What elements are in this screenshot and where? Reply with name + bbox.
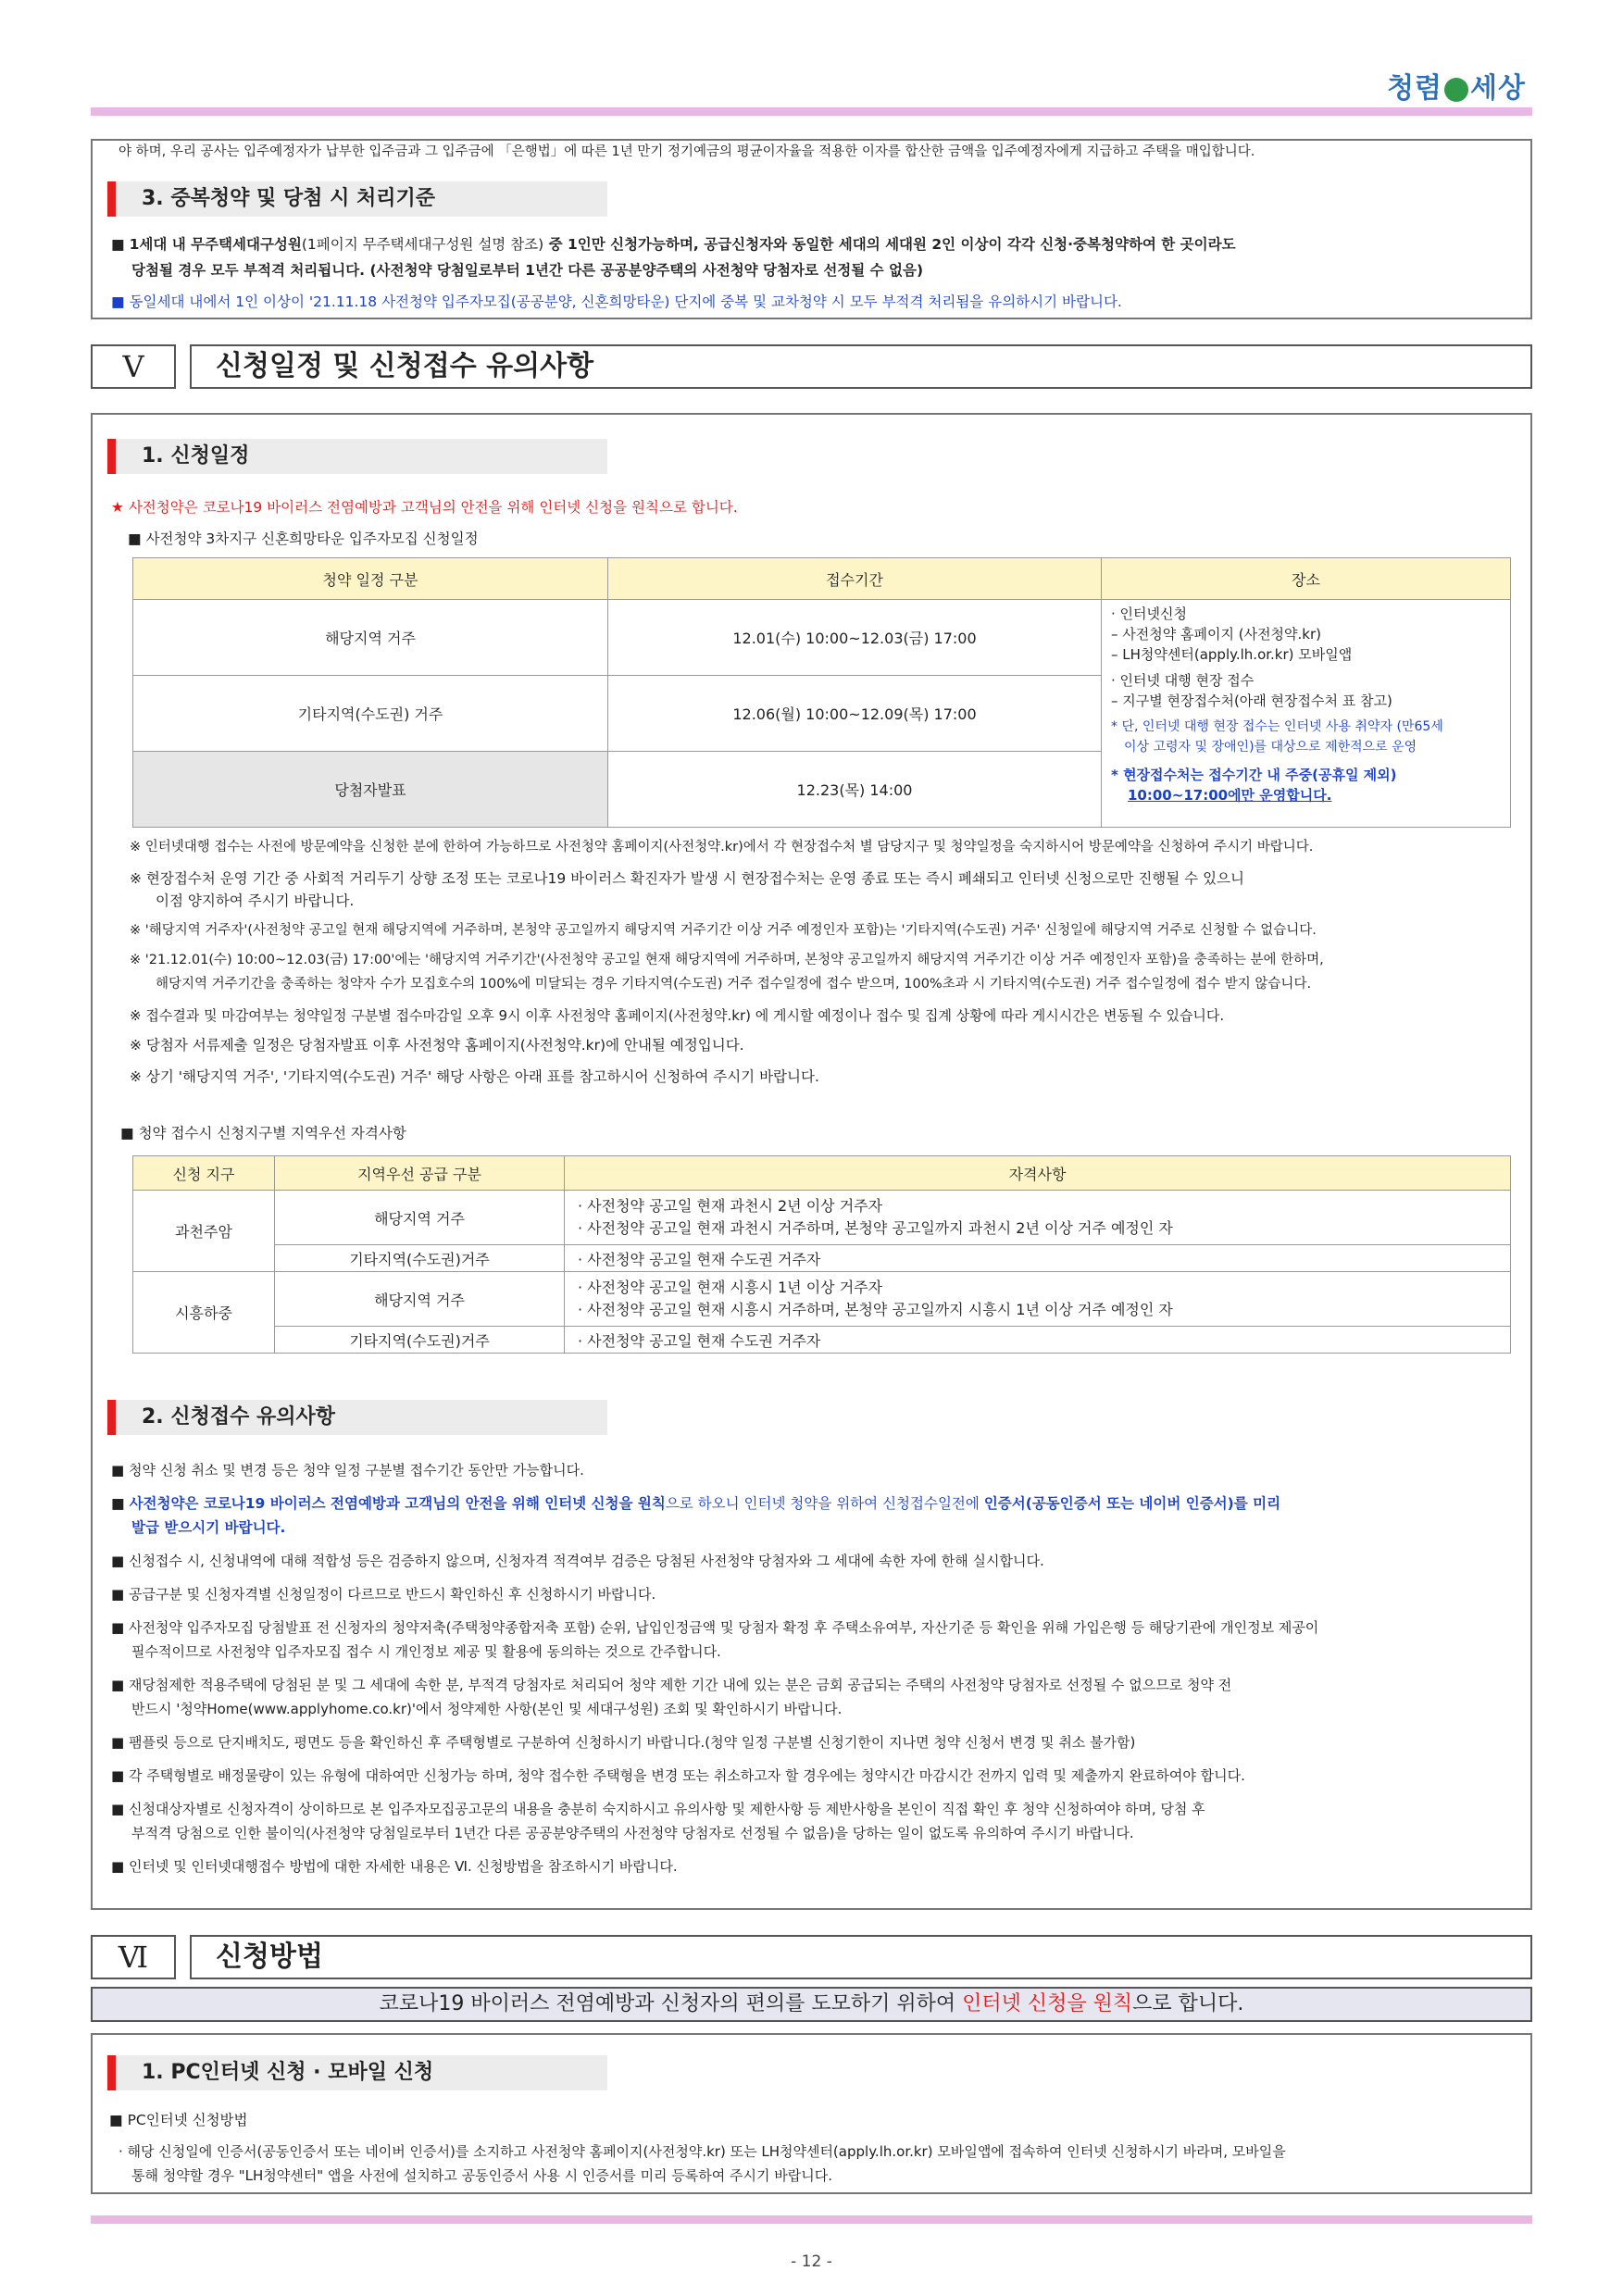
caution-cont: 필수적이므로 사전청약 입주자모집 접수 시 개인정보 제공 및 활용에 동의하는 것으로 간주합니다.: [131, 1643, 721, 1660]
note: ※ '21.12.01(수) 10:00~12.03(금) 17:00'에는 '해당지역 거주기간'(사전청약 공고일 현재 해당지역에 거주하며, 본청약 공고일까지 해당지역 거주기간 이상 거주 예정인자 포함)을 충족하는 분에 한하며,: [130, 953, 1324, 967]
caution: ■ 신청대상자별로 신청자격이 상이하므로 본 입주자모집공고문의 내용을 충분히 숙지하시고 유의사항 및 제한사항 등 제반사항을 본인이 직접 확인 후 청약 신청하여야 하며, 당첨 후: [111, 1798, 1518, 1820]
row-type: 기타지역(수도권) 거주: [133, 676, 608, 752]
place-note: * 단, 인터넷 대행 현장 접수는 인터넷 사용 취약자 (만65세: [1111, 719, 1443, 734]
header-type: 청약 일정 구분: [133, 558, 608, 600]
s3-para1: ■ 1세대 내 무주택세대구성원(1페이지 무주택세대구성원 설명 참조) 중 1인만 신청가능하며, 공급신청자와 동일한 세대의 세대원 2인 이상이 각각 신청·중복청약하여 한 곳이라도: [111, 233, 1518, 256]
priority-cell: 기타지역(수도권)거주: [275, 1245, 565, 1272]
caution: ■ 각 주택형별로 배정물량이 있는 유형에 대하여만 신청가능 하며, 청약 접수한 주택형을 변경 또는 취소하고자 할 경우에는 청약시간 마감시간 전까지 입력 및 제출까지 완료하여야 합니다.: [111, 1765, 1518, 1787]
row-type: 당첨자발표: [133, 752, 608, 828]
note: ※ 인터넷대행 접수는 사전에 방문예약을 신청한 분에 한하여 가능하므로 사전청약 홈페이지(사전청약.kr)에서 각 현장접수처 별 담당지구 및 청약일정을 숙지하시어 방문예약을 신청하여 주시기 바랍니다.: [130, 840, 1314, 855]
place-note: 10:00~17:00에만 운영합니다.: [1128, 787, 1332, 804]
note: 이점 양지하여 주시기 바랍니다.: [156, 892, 355, 909]
header-district: 신청 지구: [133, 1156, 275, 1191]
caution: ■ 재당첨제한 적용주택에 당첨된 분 및 그 세대에 속한 분, 부적격 당첨자로 처리되어 청약 제한 기간 내에 있는 분은 금회 공급되는 주택의 사전청약 당첨자로 선정될 수 없으므로 청약 전: [111, 1674, 1518, 1696]
footer-divider: [91, 2215, 1532, 2224]
place-cell: [1102, 600, 1511, 828]
row-period: 12.23(목) 14:00: [608, 752, 1102, 828]
section3-title: 3. 중복청약 및 당첨 시 처리기준: [107, 181, 607, 217]
chapter6-number: Ⅵ: [91, 1935, 176, 1979]
region-table: [132, 1155, 1511, 1354]
priority-cell: 해당지역 거주: [275, 1272, 565, 1327]
pc-para: · 해당 신청일에 인증서(공동인증서 또는 네이버 인증서)를 소지하고 사전청약 홈페이지(사전청약.kr) 또는 LH청약센터(apply.lh.or.kr) 모바일앱에 접속하여 인터넷 신청하시기 바라며, 모바일을: [119, 2143, 1286, 2160]
star-note: ★ 사전청약은 코로나19 바이러스 전염예방과 고객님의 안전을 위해 인터넷 신청을 원칙으로 합니다.: [111, 499, 738, 516]
row-period: 12.01(수) 10:00~12.03(금) 17:00: [608, 600, 1102, 676]
place-line: · 인터넷신청: [1111, 605, 1187, 622]
qualification-line: · 사전청약 공고일 현재 과천시 2년 이상 거주자: [578, 1197, 883, 1215]
caution-cont: 발급 받으시기 바랍니다.: [131, 1519, 286, 1536]
qualification-cell: · 사전청약 공고일 현재 수도권 거주자: [565, 1245, 1511, 1272]
note: 해당지역 거주기간을 충족하는 청약자 수가 모집호수의 100%에 미달되는 경우 기타지역(수도권) 거주 접수일정에 접수 받으며, 100%초과 시 기타지역(수도권) 거주 접수일정에 접수 받지 않습니다.: [156, 977, 1312, 992]
note: ※ 접수결과 및 마감여부는 청약일정 구분별 접수마감일 오후 9시 이후 사전청약 홈페이지(사전청약.kr) 에 게시할 예정이나 접수 및 집계 상황에 따라 게시시간은 변동될 수 있습니다.: [130, 1007, 1225, 1024]
chapter6-banner: 코로나19 바이러스 전염예방과 신청자의 편의를 도모하기 위하여 인터넷 신청을 원칙으로 합니다.: [91, 1987, 1532, 2022]
place-note: 이상 고령자 및 장애인)를 대상으로 제한적으로 운영: [1124, 740, 1417, 755]
chapter5-title: 신청일정 및 신청접수 유의사항: [190, 344, 1532, 389]
place-line: – 사전청약 홈페이지 (사전청약.kr): [1111, 626, 1322, 643]
caution: ■ 사전청약 입주자모집 당첨발표 전 신청자의 청약저축(주택청약종합저축 포함) 순위, 납입인정금액 및 당첨자 확정 후 주택소유여부, 자산기준 등 확인을 위해 가입은행 등 해당기관에 개인정보 제공이: [111, 1616, 1518, 1639]
note: ※ '해당지역 거주자'(사전청약 공고일 현재 해당지역에 거주하며, 본청약 공고일까지 해당지역 거주기간 이상 거주 예정인자 포함)는 '기타지역(수도권) 거주' 신청일에 해당지역 거주로 신청할 수 없습니다.: [130, 923, 1317, 938]
chapter6-title: 신청방법: [190, 1935, 1532, 1979]
priority-cell: 기타지역(수도권)거주: [275, 1327, 565, 1354]
qualification-line: · 사전청약 공고일 현재 과천시 거주하며, 본청약 공고일까지 과천시 2년 이상 거주 예정인 자: [578, 1219, 1173, 1237]
schedule-table: [132, 557, 1511, 828]
s3-para1-cont: 당첨될 경우 모두 부적격 처리됩니다. (사전청약 당첨일로부터 1년간 다른 공공분양주택의 사전청약 당첨자로 선정될 수 없음): [131, 262, 924, 279]
place-line: · 인터넷 대행 현장 접수: [1111, 672, 1255, 689]
qualification-cell: · 사전청약 공고일 현재 수도권 거주자: [565, 1327, 1511, 1354]
chapter5-number: Ⅴ: [91, 344, 176, 389]
note: ※ 당첨자 서류제출 일정은 당첨자발표 이후 사전청약 홈페이지(사전청약.kr)에 안내될 예정입니다.: [130, 1037, 744, 1054]
caution: ■ 청약 신청 취소 및 변경 등은 청약 일정 구분별 접수기간 동안만 가능합니다.: [111, 1459, 1518, 1481]
caution: ■ 인터넷 및 인터넷대행접수 방법에 대한 자세한 내용은 Ⅵ. 신청방법을 참조하시기 바랍니다.: [111, 1855, 1518, 1878]
caution: ■ 신청접수 시, 신청내역에 대해 적합성 등은 검증하지 않으며, 신청자격 적격여부 검증은 당첨된 사전청약 당첨자와 그 세대에 속한 자에 한해 실시합니다.: [111, 1550, 1518, 1572]
s3-para2: ■ 동일세대 내에서 1인 이상이 '21.11.18 사전청약 입주자모집(공공분양, 신혼희망타운) 단지에 중복 및 교차청약 시 모두 부적격 처리됨을 유의하시기 바랍니다.: [111, 291, 1518, 313]
pc-caption: ■ PC인터넷 신청방법: [109, 2109, 1517, 2131]
caution: ■ 공급구분 및 신청자격별 신청일정이 다르므로 반드시 확인하신 후 신청하시기 바랍니다.: [111, 1583, 1518, 1605]
pc-sub-title: 1. PC인터넷 신청 · 모바일 신청: [107, 2055, 607, 2090]
header-divider: [91, 107, 1532, 116]
row-period: 12.06(월) 10:00~12.09(목) 17:00: [608, 676, 1102, 752]
note: ※ 현장접수처 운영 기간 중 사회적 거리두기 상향 조정 또는 코로나19 바이러스 확진자가 발생 시 현장접수처는 운영 종료 또는 즉시 폐쇄되고 인터넷 신청으로만 진행될 수 있으니: [130, 870, 1245, 887]
qualification-line: · 사전청약 공고일 현재 시흥시 1년 이상 거주자: [578, 1279, 883, 1296]
caution: ■ 사전청약은 코로나19 바이러스 전염예방과 고객님의 안전을 위해 인터넷 신청을 원칙으로 하오니 인터넷 청약을 위하여 신청접수일전에 인증서(공동인증서 또는 네이버 인증서)를 미리: [111, 1492, 1518, 1515]
sub1-title: 1. 신청일정: [107, 439, 607, 474]
place-line: – LH청약센터(apply.lh.or.kr) 모바일앱: [1111, 646, 1353, 663]
place-line: – 지구별 현장접수처(아래 현장접수처 표 참고): [1111, 693, 1392, 709]
header-period: 접수기간: [608, 558, 1102, 600]
sub2-title: 2. 신청접수 유의사항: [107, 1400, 607, 1435]
note: ※ 상기 '해당지역 거주', '기타지역(수도권) 거주' 해당 사항은 아래 표를 참고하시어 신청하여 주시기 바랍니다.: [130, 1068, 819, 1085]
schedule-caption: ■ 사전청약 3차지구 신혼희망타운 입주자모집 신청일정: [128, 528, 1535, 550]
caution-cont: 반드시 '청약Home(www.applyhome.co.kr)'에서 청약제한 사항(본인 및 세대구성원) 조회 및 확인하시기 바랍니다.: [131, 1701, 843, 1717]
logo: 청렴 세상: [1387, 72, 1526, 105]
district-cell: 과천주암: [133, 1191, 275, 1272]
logo-emblem-icon: [1444, 78, 1468, 102]
qualification-cell: [565, 1272, 1511, 1327]
header-qualification: 자격사항: [565, 1156, 1511, 1191]
caution-cont: 부적격 당첨으로 인한 불이익(사전청약 당첨일로부터 1년간 다른 공공분양주택의 사전청약 당첨자로 선정될 수 없음)을 당하는 일이 없도록 유의하여 주시기 바랍니다.: [131, 1825, 1134, 1841]
qualification-cell: [565, 1191, 1511, 1245]
continuation-text: 야 하며, 우리 공사는 입주예정자가 납부한 입주금과 그 입주금에 「은행법」에 따른 1년 만기 정기예금의 평균이자율을 적용한 이자를 합산한 금액을 입주예정자에게 지급하고 주택을 매입합니다.: [119, 144, 1255, 159]
place-note: * 현장접수처는 접수기간 내 주중(공휴일 제외): [1111, 767, 1397, 783]
header-place: 장소: [1102, 558, 1511, 600]
region-caption: ■ 청약 접수시 신청지구별 지역우선 자격사항: [120, 1122, 1528, 1144]
qualification-line: · 사전청약 공고일 현재 시흥시 거주하며, 본청약 공고일까지 시흥시 1년 이상 거주 예정인 자: [578, 1301, 1173, 1318]
district-cell: 시흥하중: [133, 1272, 275, 1354]
pc-para-cont: 통해 청약할 경우 "LH청약센터" 앱을 사전에 설치하고 공동인증서 사용 시 인증서를 미리 등록하여 주시기 바랍니다.: [131, 2167, 833, 2184]
row-type: 해당지역 거주: [133, 600, 608, 676]
priority-cell: 해당지역 거주: [275, 1191, 565, 1245]
page-number: - 12 -: [791, 2252, 832, 2271]
header-priority: 지역우선 공급 구분: [275, 1156, 565, 1191]
caution: ■ 팸플릿 등으로 단지배치도, 평면도 등을 확인하신 후 주택형별로 구분하여 신청하시기 바랍니다.(청약 일정 구분별 신청기한이 지나면 청약 신청서 변경 및 취소 불가함): [111, 1731, 1518, 1753]
